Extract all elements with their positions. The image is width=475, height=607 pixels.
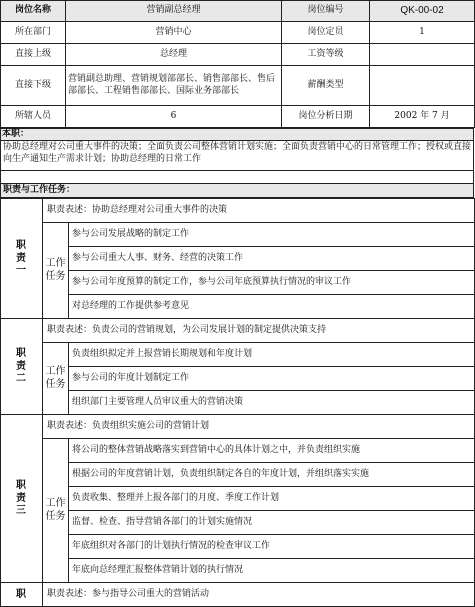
- value-analysis-date: 2002 年 7 月: [370, 106, 475, 128]
- header-row-position: [1, 1, 475, 22]
- value-staff-count: 6: [66, 106, 282, 128]
- duty-3-desc-row: [1, 415, 475, 439]
- duty-2-task-1: 负责组织拟定并上报营销长期规划和年度计划: [69, 343, 475, 367]
- duty-3-name: 职 责 三: [1, 415, 43, 583]
- duty-4-name: 职: [1, 583, 43, 607]
- summary-table: [0, 128, 474, 198]
- value-position-name: 营销副总经理: [66, 1, 282, 22]
- summary-title: 本职：: [1, 129, 474, 141]
- duty-1-task-row: [1, 223, 475, 247]
- duty-2-task-label: 工作 任务: [43, 343, 69, 415]
- header-row-staff: [1, 106, 475, 128]
- label-position-code: 岗位编号: [282, 1, 370, 22]
- duty-3-task-label: 工作 任务: [43, 439, 69, 583]
- summary-text: 协助总经理对公司重大事件的决策；全面负责公司整体营销计划实施；全面负责营销中心的日常管理工作；授权或直接向生产通知生产需求计划；协助总经理的日常工作: [1, 141, 474, 171]
- duty-4-description: 职责表述：参与指导公司重大的营销活动: [43, 583, 475, 607]
- duty-2-desc-row: [1, 319, 475, 343]
- duty-1-task-2: 参与公司重大人事、财务、经营的决策工作: [69, 247, 475, 271]
- value-salary-grade: [370, 44, 475, 66]
- value-subordinates: 营销副总助理、营销规划部部长、销售部部长、售后部部长、工程销售部部长、国际业务部部长: [66, 66, 282, 106]
- label-pay-type: 薪酬类型: [282, 66, 370, 106]
- duty-2-description: 职责表述：负责公司的营销规划，为公司发展计划的制定提供决策支持: [43, 319, 475, 343]
- duty-3-description: 职责表述：负责组织实施公司的营销计划: [43, 415, 475, 439]
- label-subordinates: 直接下级: [1, 66, 66, 106]
- value-department: 营销中心: [66, 22, 282, 44]
- spacer: [1, 171, 474, 184]
- duty-3-task-1: 将公司的整体营销战略落实到营销中心的具体计划之中，并负责组织实施: [69, 439, 475, 463]
- value-superior: 总经理: [66, 44, 282, 66]
- duty-4-desc-row: [1, 583, 475, 607]
- duty-3-task-4: 监督、检查、指导营销各部门的计划实施情况: [69, 511, 475, 535]
- header-row-department: [1, 22, 475, 44]
- duty-3-task-6: 年底向总经理汇报整体营销计划的执行情况: [69, 559, 475, 583]
- position-info-table: [0, 0, 475, 128]
- duty-1-name: 职 责 一: [1, 199, 43, 319]
- header-row-superior: [1, 44, 475, 66]
- duties-table: [0, 198, 475, 607]
- label-department: 所在部门: [1, 22, 66, 44]
- value-pay-type: [370, 66, 475, 106]
- value-position-code: QK-00-02: [370, 1, 475, 22]
- label-position-name: 岗位名称: [1, 1, 66, 22]
- label-headcount: 岗位定员: [282, 22, 370, 44]
- duty-3-task-3: 负责收集、整理并上报各部门的月度、季度工作计划: [69, 487, 475, 511]
- label-salary-grade: 工资等级: [282, 44, 370, 66]
- duty-2-task-2: 参与公司的年度计划制定工作: [69, 367, 475, 391]
- duty-1-description: 职责表述：协助总经理对公司重大事件的决策: [43, 199, 475, 223]
- duty-2-name: 职 责 二: [1, 319, 43, 415]
- duty-1-task-4: 对总经理的工作提供参考意见: [69, 295, 475, 319]
- duty-1-task-3: 参与公司年度预算的制定工作，参与公司年底预算执行情况的审议工作: [69, 271, 475, 295]
- label-analysis-date: 岗位分析日期: [282, 106, 370, 128]
- duty-1-task-1: 参与公司发展战略的制定工作: [69, 223, 475, 247]
- value-headcount: 1: [370, 22, 475, 44]
- duty-1-desc-row: [1, 199, 475, 223]
- duty-3-task-2: 根据公司的年度营销计划，负责组织制定各自的年度计划，并组织落实实施: [69, 463, 475, 487]
- header-row-subordinates: [1, 66, 475, 106]
- duty-2-task-3: 组织部门主要管理人员审议重大的营销决策: [69, 391, 475, 415]
- label-superior: 直接上级: [1, 44, 66, 66]
- label-staff-count: 所辖人员: [1, 106, 66, 128]
- duty-1-task-label: 工作 任务: [43, 223, 69, 319]
- duty-3-task-5: 年底组织对各部门的计划执行情况的检查审议工作: [69, 535, 475, 559]
- duties-title: 职责与工作任务：: [1, 184, 474, 198]
